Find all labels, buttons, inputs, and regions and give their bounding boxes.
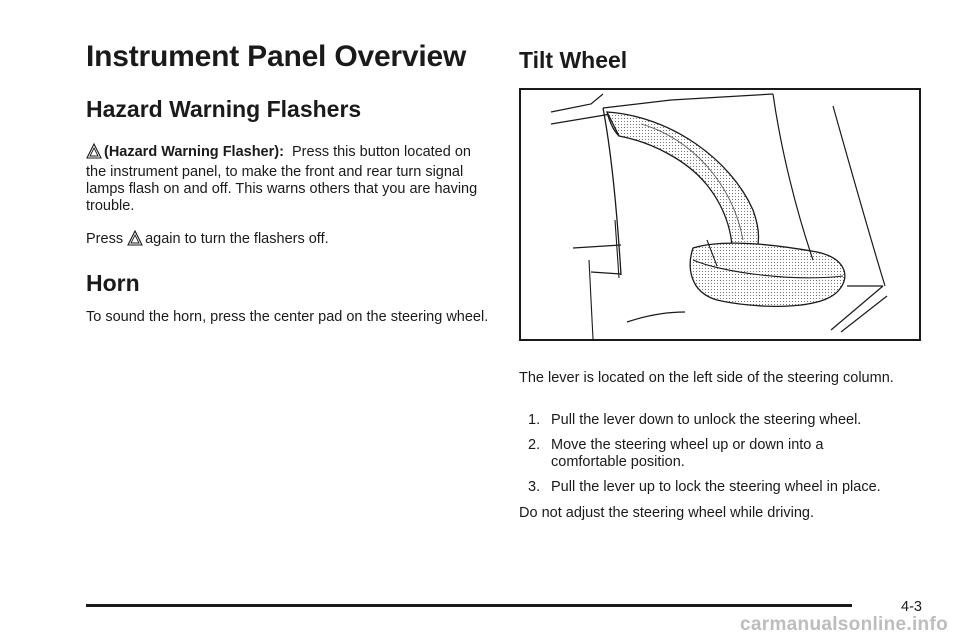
page-title: Instrument Panel Overview [86, 40, 467, 73]
step-number: 1. [528, 412, 541, 428]
hazard-label: (Hazard Warning Flasher): [104, 144, 284, 160]
step-number: 3. [528, 479, 541, 495]
step-number: 2. [528, 437, 541, 453]
footer-rule [86, 604, 852, 607]
press-prefix: Press [86, 231, 124, 247]
hazard-text-first: Press this button [292, 144, 400, 160]
page-number: 4-3 [901, 599, 922, 615]
horn-heading: Horn [86, 270, 140, 296]
tilt-closing: Do not adjust the steering wheel while driving. [519, 505, 814, 521]
watermark: carmanualsonline.info [740, 614, 948, 635]
hazard-triangle-icon [86, 143, 102, 164]
tilt-intro: The lever is located on the left side of the steering column. [519, 370, 894, 386]
hazard-text-rest: located on the instrument panel, to make the front and rear turn signal lamps flash on and off. This warns others that you are having trouble. [86, 144, 478, 214]
step-text: Pull the lever up to lock the steering wheel in place. [551, 479, 881, 495]
hazard-heading: Hazard Warning Flashers [86, 96, 362, 122]
hazard-paragraph [86, 143, 491, 215]
tilt-heading: Tilt Wheel [519, 47, 628, 73]
hazard-press-paragraph [86, 230, 491, 251]
tilt-step-2 [528, 437, 938, 477]
hazard-triangle-icon [127, 230, 143, 251]
tilt-wheel-illustration [519, 88, 921, 341]
tilt-step-3 [528, 479, 938, 499]
step-text: Pull the lever down to unlock the steering wheel. [551, 412, 862, 428]
tilt-step-1 [528, 412, 938, 432]
horn-paragraph: To sound the horn, press the center pad on the steering wheel. [86, 309, 489, 325]
step-text: Move the steering wheel up or down into a comfortable position. [551, 437, 824, 470]
press-suffix: again to turn the flashers off. [145, 231, 329, 247]
